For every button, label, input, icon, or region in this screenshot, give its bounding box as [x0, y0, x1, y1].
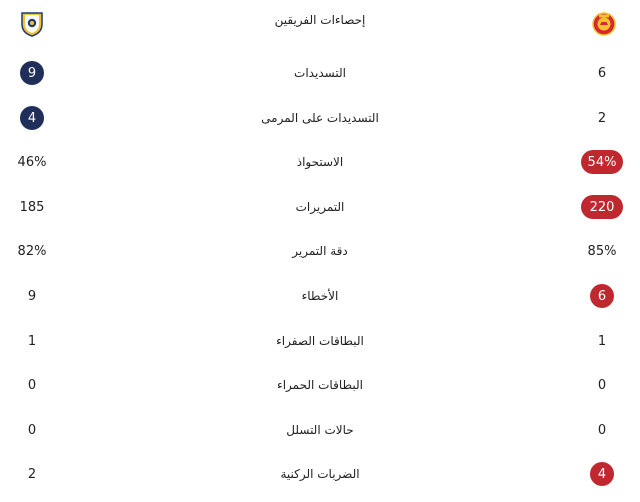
stat-row [0, 146, 640, 178]
stats-header [0, 0, 640, 44]
stat-label: الأخطاء [301, 289, 339, 303]
home-stat-value: 185 [19, 199, 45, 215]
stat-label: حالات التسلل [286, 423, 354, 437]
stat-row [0, 369, 640, 401]
stat-row [0, 235, 640, 267]
stat-row [0, 102, 640, 134]
home-stat-value: 0 [27, 422, 37, 438]
stat-label: الضربات الركنية [280, 467, 360, 481]
home-stat-value: 46% [17, 154, 47, 170]
stat-row [0, 280, 640, 312]
home-stat-value: 2 [27, 466, 37, 482]
stat-row [0, 458, 640, 490]
away-stat-value: 6 [597, 65, 607, 81]
home-stat-value-highlighted: 4 [20, 106, 44, 130]
away-stat-value: 85% [587, 243, 617, 259]
away-stat-value-highlighted: 4 [590, 462, 614, 486]
stat-label: التسديدات [294, 66, 346, 80]
team-stats-title: إحصاءات الفريقين [274, 13, 366, 27]
away-stat-value: 0 [597, 422, 607, 438]
manchester-united-crest-icon [592, 11, 616, 37]
stat-label: البطاقات الحمراء [277, 378, 363, 392]
away-stat-value: 1 [597, 333, 607, 349]
away-stat-value: 2 [597, 110, 607, 126]
leeds-united-crest-icon [20, 11, 44, 37]
away-stat-value-highlighted: 6 [590, 284, 614, 308]
home-stat-value: 9 [27, 288, 37, 304]
away-stat-value-highlighted: 54% [581, 150, 623, 174]
stat-label: دقة التمرير [292, 244, 348, 258]
stat-label: التسديدات على المرمى [261, 111, 379, 125]
stat-row [0, 57, 640, 89]
home-stat-value-highlighted: 9 [20, 61, 44, 85]
home-stat-value: 0 [27, 377, 37, 393]
home-stat-value: 1 [27, 333, 37, 349]
stat-label: التمريرات [295, 200, 345, 214]
stat-row [0, 325, 640, 357]
stat-label: الاستحواذ [296, 155, 344, 169]
home-stat-value: 82% [17, 243, 47, 259]
stat-label: البطاقات الصفراء [276, 334, 364, 348]
stat-row [0, 191, 640, 223]
away-stat-value: 0 [597, 377, 607, 393]
stat-row [0, 414, 640, 446]
away-stat-value-highlighted: 220 [581, 195, 623, 219]
